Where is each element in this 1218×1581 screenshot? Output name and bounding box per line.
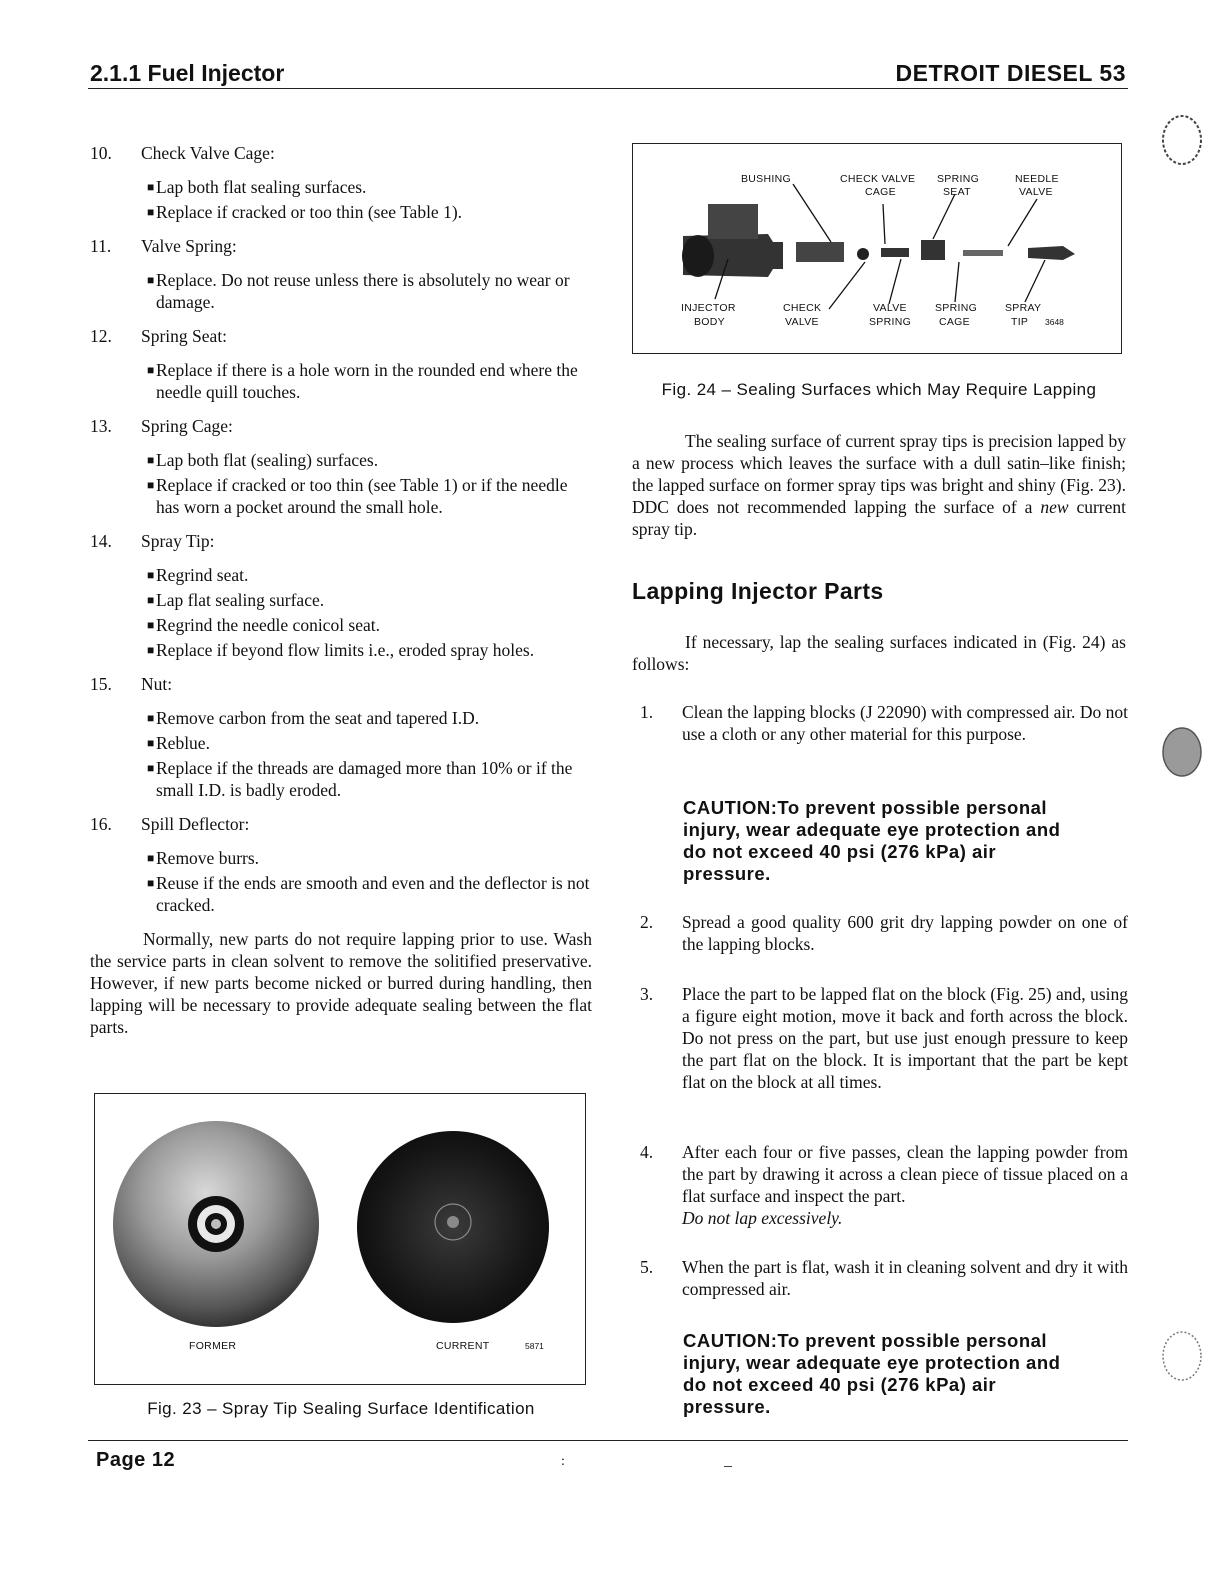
fig24-label-injector: INJECTOR	[681, 302, 736, 314]
bullet-item	[147, 359, 592, 403]
page-number: Page 12	[96, 1449, 176, 1471]
bullet-text: Reuse if the ends are smooth and even and the deflector is not cracked.	[156, 873, 590, 915]
item-title: Spring Cage:	[141, 416, 233, 436]
spray-tip-photo	[95, 1094, 585, 1384]
bullet-text: Replace if cracked or too thin (see Table 1).	[156, 202, 463, 222]
fig24-label-check-valve-bottom: VALVE	[785, 316, 819, 328]
bullet-square-icon: ■	[147, 761, 155, 775]
bullet-square-icon: ■	[147, 736, 155, 750]
bullet-item	[147, 176, 592, 198]
bullet-item	[147, 589, 592, 611]
fig24-label-cage-bottom: CAGE	[939, 316, 970, 328]
fig24-label-bushing: BUSHING	[741, 173, 791, 185]
step-text: Spread a good quality 600 grit dry lapping powder on one of the lapping blocks.	[682, 912, 1128, 954]
step-number: 5.	[640, 1257, 654, 1277]
bullet-text: Remove carbon from the seat and tapered I.D.	[156, 708, 480, 728]
fig24-label-valve: VALVE	[1019, 186, 1053, 198]
bullet-item	[147, 757, 592, 801]
item-title: Spray Tip:	[141, 531, 215, 551]
bullet-square-icon: ■	[147, 180, 155, 194]
fig23-code: 5871	[525, 1341, 544, 1351]
bullet-text: Replace if the threads are damaged more than 10% or if the small I.D. is badly eroded.	[156, 758, 573, 800]
fig24-label-check-valve: CHECK VALVE	[840, 173, 916, 185]
item-number: 16.	[90, 814, 112, 834]
step-text: After each four or five passes, clean the lapping powder from the part by drawing it across a clean piece of tissue placed on a flat surface and inspect the part.	[682, 1142, 1128, 1206]
bullet-list	[141, 847, 592, 916]
bullet-text: Replace if cracked or too thin (see Table 1) or if the needle has worn a pocket around the small hole.	[156, 475, 568, 517]
step-5	[640, 1256, 1128, 1300]
item-title: Check Valve Cage:	[141, 143, 275, 163]
bullet-list	[141, 449, 592, 518]
bullet-list	[141, 176, 592, 223]
bullet-text: Regrind seat.	[156, 565, 249, 585]
caution-1: CAUTION:To prevent possible personal injury, wear adequate eye protection and do not exceed 40 psi (276 kPa) air pressure.	[683, 797, 1061, 884]
item-title: Nut:	[141, 674, 173, 694]
bullet-item	[147, 201, 592, 223]
bullet-square-icon: ■	[147, 876, 155, 890]
step-text: Place the part to be lapped flat on the block (Fig. 25) and, using a figure eight motion, move it back and forth across the block. Do not press on the part, but use just enough pressure to keep the part flat on the block. It is important that the part be kept flat on the block at all times.	[682, 984, 1128, 1092]
step-number: 3.	[640, 984, 654, 1004]
item-number: 11.	[90, 236, 112, 256]
bullet-item	[147, 639, 592, 661]
inspection-item	[90, 142, 592, 223]
step-text: When the part is flat, wash it in cleaning solvent and dry it with compressed air.	[682, 1257, 1128, 1299]
bullet-square-icon: ■	[147, 273, 155, 287]
footer-mark: :	[561, 1454, 565, 1469]
step-1	[640, 701, 1128, 745]
inspection-item	[90, 415, 592, 518]
bullet-text: Replace. Do not reuse unless there is absolutely no wear or damage.	[156, 270, 570, 312]
fig24-label-spring-bottom: SPRING	[869, 316, 912, 328]
bullet-item	[147, 269, 592, 313]
step-3	[640, 983, 1128, 1093]
fig24-code: 3648	[1045, 317, 1064, 327]
bullet-text: Replace if beyond flow limits i.e., eroded spray holes.	[156, 640, 535, 660]
fig24-image	[632, 143, 1122, 354]
step-number: 1.	[640, 702, 654, 722]
bullet-item	[147, 474, 592, 518]
punch-hole-mark-middle	[1160, 724, 1206, 780]
inspection-item	[90, 235, 592, 313]
bullet-list	[141, 707, 592, 801]
step-emphasis: Do not lap excessively.	[682, 1208, 843, 1228]
inspection-list	[90, 142, 592, 916]
item-number: 15.	[90, 674, 112, 694]
fig24-label-spring-cage-top: SPRING	[935, 302, 978, 314]
bullet-item	[147, 707, 592, 729]
bullet-text: Remove burrs.	[156, 848, 260, 868]
fig24-label-seat: SEAT	[943, 186, 971, 198]
bullet-square-icon: ■	[147, 851, 155, 865]
step-number: 4.	[640, 1142, 654, 1162]
bullet-list	[141, 269, 592, 313]
bullet-text: Lap flat sealing surface.	[156, 590, 325, 610]
step-4	[640, 1141, 1128, 1229]
bullet-text: Lap both flat (sealing) surfaces.	[156, 450, 379, 470]
fig24-label-valve-bottom: VALVE	[873, 302, 907, 314]
bullet-square-icon: ■	[147, 205, 155, 219]
item-title: Spring Seat:	[141, 326, 228, 346]
bullet-square-icon: ■	[147, 363, 155, 377]
section-title: 2.1.1 Fuel Injector	[90, 60, 285, 86]
paragraph-emphasis: new	[1040, 497, 1069, 517]
fig23-caption: Fig. 23 – Spray Tip Sealing Surface Identification	[147, 1399, 535, 1418]
bullet-text: Reblue.	[156, 733, 210, 753]
fig24-label-needle: NEEDLE	[1015, 173, 1059, 185]
fig24-label-spray: SPRAY	[1005, 302, 1042, 314]
inspection-item	[90, 530, 592, 661]
bullet-square-icon: ■	[147, 453, 155, 467]
item-number: 10.	[90, 143, 112, 163]
fig24-label-spring: SPRING	[937, 173, 980, 185]
paragraph-text-a: The sealing surface of current spray tips is precision lapped by a new process which leaves the surface with a dull satin–like finish; the lapped surface on former spray tips was bright and shiny (Fig. 23). DDC does not recommended lapping the surface of a	[632, 431, 1126, 517]
fig23-label-former: FORMER	[189, 1340, 237, 1352]
item-number: 13.	[90, 416, 112, 436]
bullet-square-icon: ■	[147, 711, 155, 725]
bullet-list	[141, 359, 592, 403]
fig23-label-current: CURRENT	[436, 1340, 490, 1352]
inspection-item	[90, 813, 592, 916]
bullet-square-icon: ■	[147, 618, 155, 632]
item-title: Valve Spring:	[141, 236, 237, 256]
fig24-label-tip: TIP	[1011, 316, 1029, 328]
fig24-label-body: BODY	[694, 316, 725, 328]
item-number: 14.	[90, 531, 112, 551]
bullet-square-icon: ■	[147, 568, 155, 582]
bullet-item	[147, 847, 592, 869]
fig23-image	[94, 1093, 586, 1385]
fig24-label-check: CHECK	[783, 302, 822, 314]
bullet-item	[147, 614, 592, 636]
paragraph-text-b: current spray tip.	[632, 497, 1126, 539]
bullet-text: Lap both flat sealing surfaces.	[156, 177, 367, 197]
bullet-item	[147, 732, 592, 754]
caution-2: CAUTION:To prevent possible personal injury, wear adequate eye protection and do not exceed 40 psi (276 kPa) air pressure.	[683, 1330, 1061, 1417]
bullet-square-icon: ■	[147, 593, 155, 607]
bullet-item	[147, 564, 592, 586]
lapping-intro-paragraph: If necessary, lap the sealing surfaces indicated in (Fig. 24) as follows:	[632, 632, 1126, 674]
fig24-caption: Fig. 24 – Sealing Surfaces which May Require Lapping	[661, 380, 1097, 399]
punch-hole-mark-top	[1160, 112, 1206, 168]
punch-hole-mark-bottom	[1160, 1328, 1206, 1384]
inspection-item	[90, 325, 592, 403]
item-title: Spill Deflector:	[141, 814, 250, 834]
step-number: 2.	[640, 912, 654, 932]
item-number: 12.	[90, 326, 112, 346]
bullet-item	[147, 872, 592, 916]
spray-tip-surface-paragraph	[632, 430, 1126, 540]
bullet-text: Replace if there is a hole worn in the rounded end where the needle quill touches.	[156, 360, 578, 402]
bullet-list	[141, 564, 592, 661]
left-column	[90, 142, 592, 1038]
manual-title: DETROIT DIESEL 53	[895, 60, 1126, 86]
section-heading: Lapping Injector Parts	[632, 578, 884, 604]
step-text: Clean the lapping blocks (J 22090) with compressed air. Do not use a cloth or any other material for this purpose.	[682, 702, 1128, 744]
footer-rule	[88, 1440, 1128, 1441]
bullet-square-icon: ■	[147, 478, 155, 492]
fig24-label-cage: CAGE	[865, 186, 896, 198]
step-2	[640, 911, 1128, 955]
lapping-note-paragraph: Normally, new parts do not require lapping prior to use. Wash the service parts in clean solvent to remove the solitified preservative. However, if new parts become nicked or burred during handling, then lapping will be necessary to provide adequate sealing between the flat parts.	[90, 929, 592, 1037]
header-rule	[88, 88, 1128, 89]
inspection-item	[90, 673, 592, 801]
bullet-text: Regrind the needle conicol seat.	[156, 615, 381, 635]
footer-dash	[724, 1466, 732, 1467]
bullet-item	[147, 449, 592, 471]
bullet-square-icon: ■	[147, 643, 155, 657]
injector-parts-diagram	[633, 144, 1121, 353]
step-text-wrap	[682, 1141, 1128, 1229]
